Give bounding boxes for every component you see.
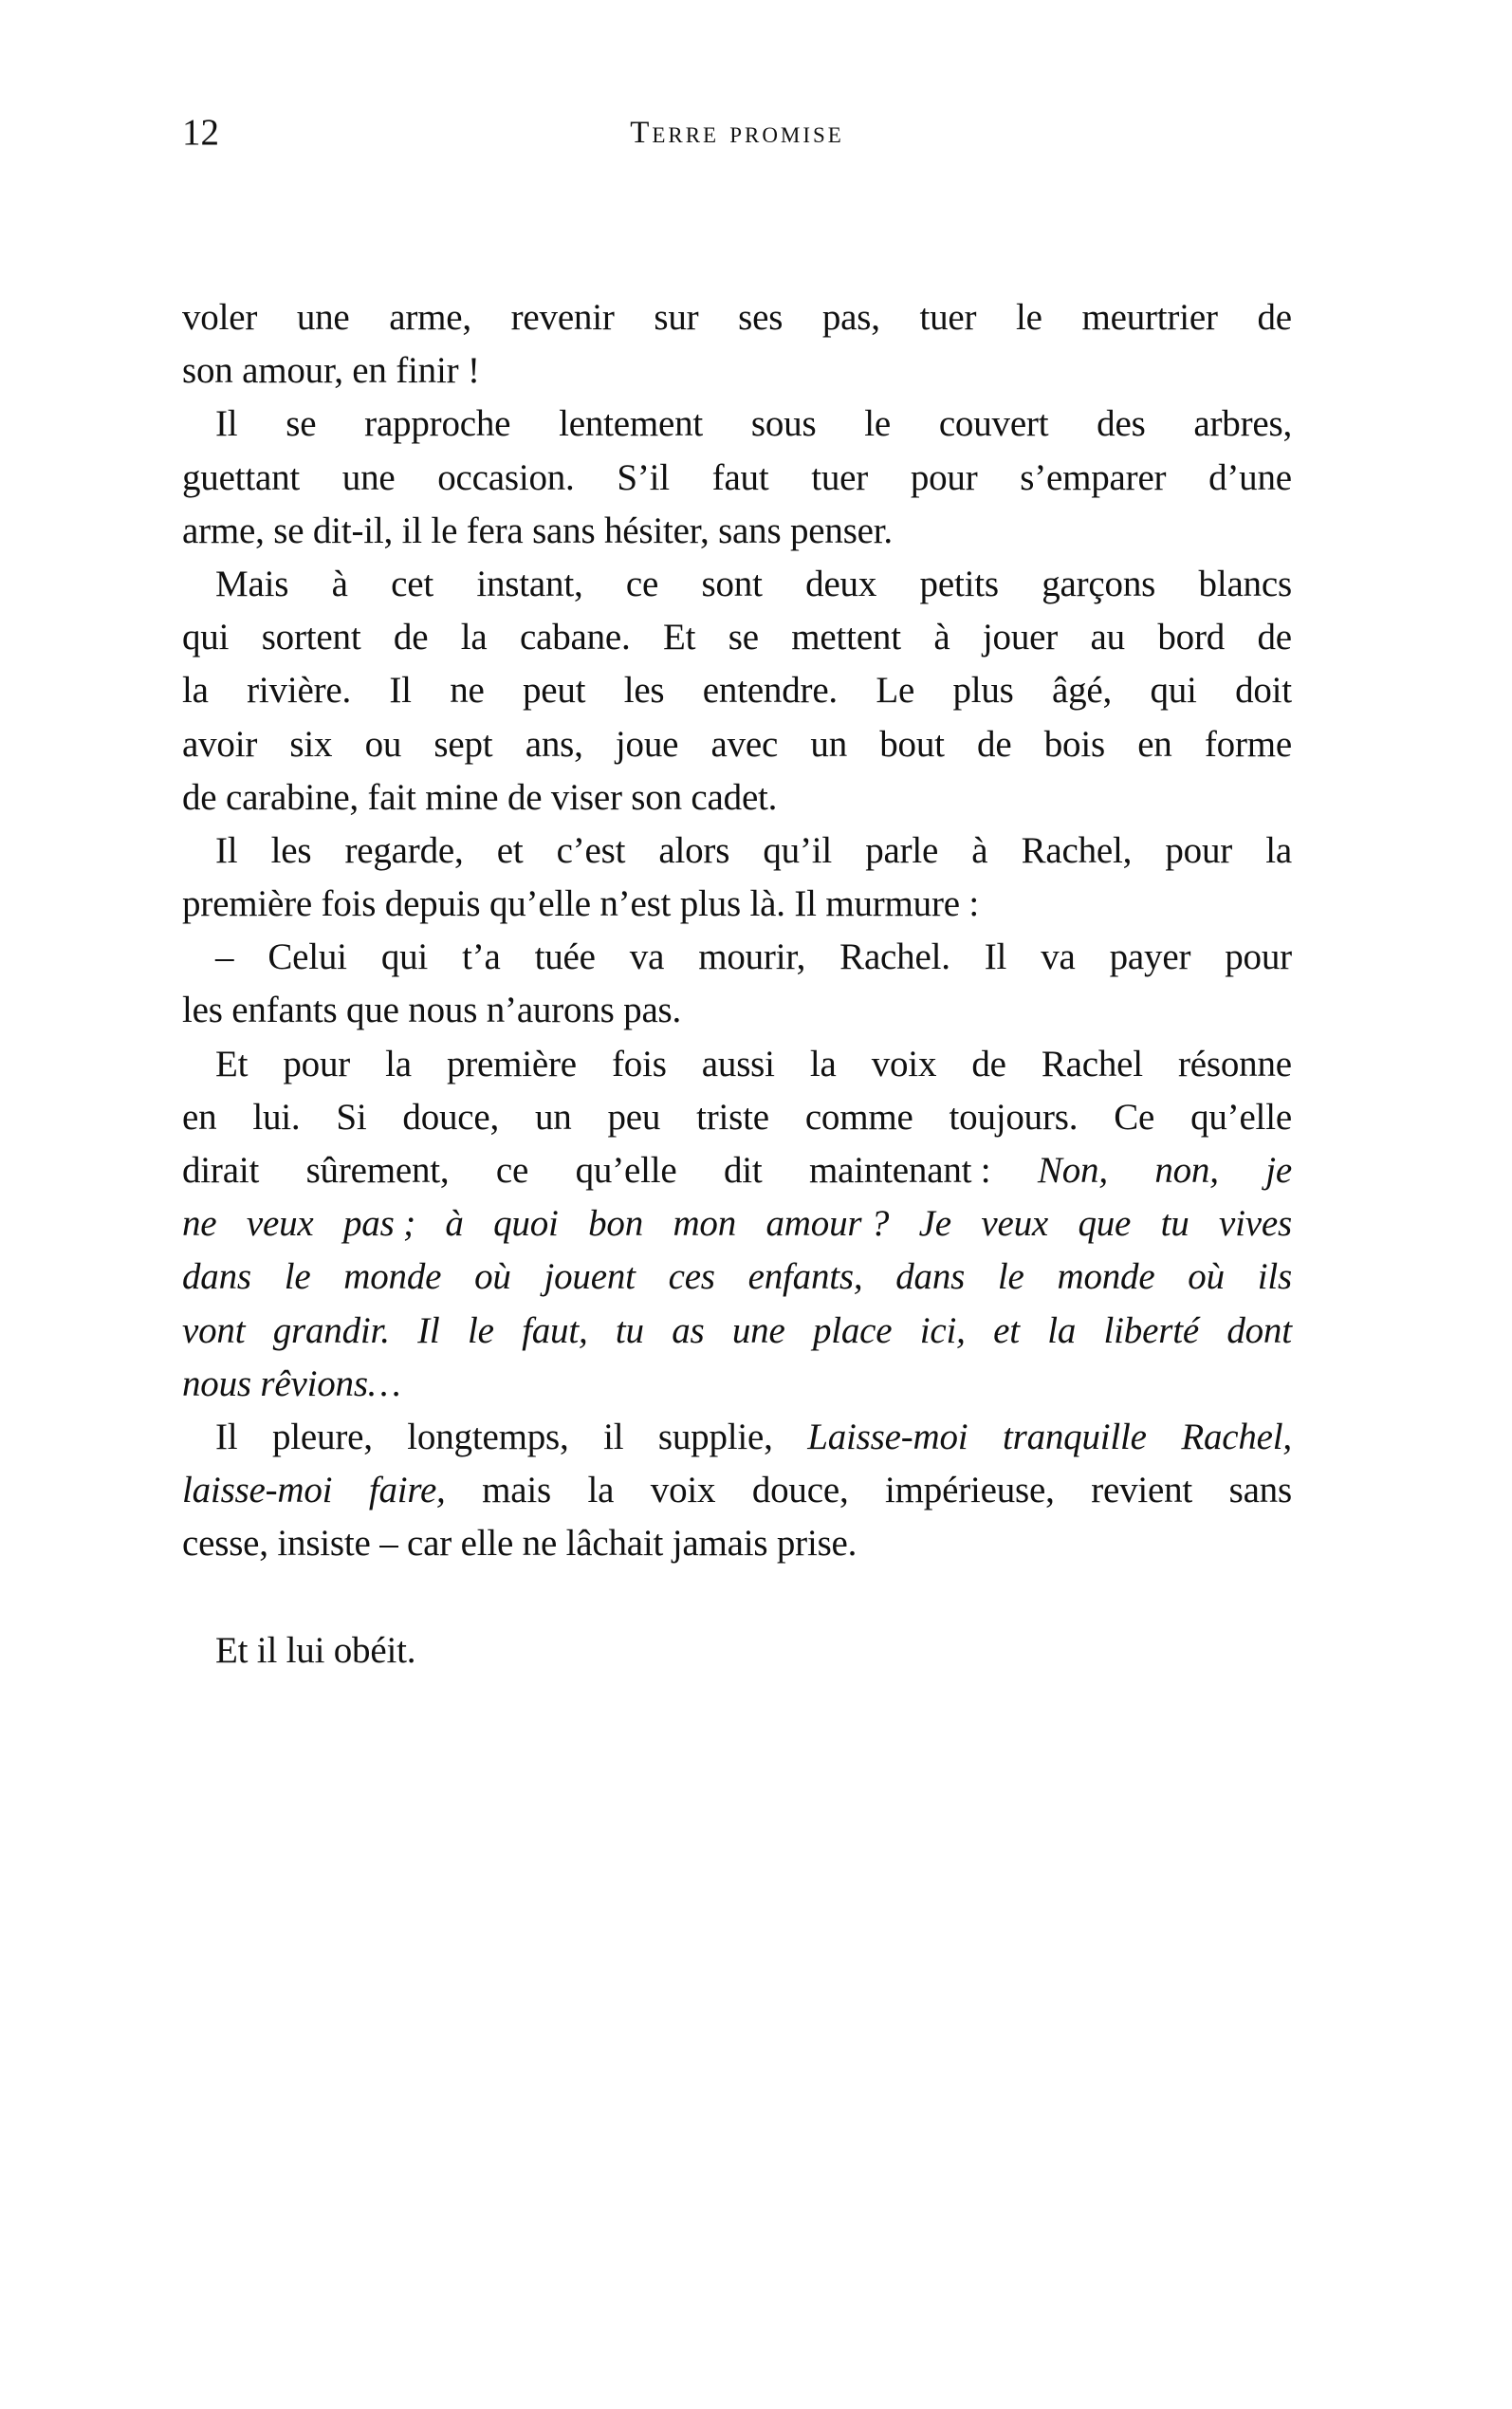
text-word: ces (668, 1256, 715, 1298)
text-word: revenir (510, 297, 615, 338)
text-word: mourir, (698, 936, 806, 978)
text-word: bord (1157, 617, 1226, 658)
text-word: bois (1043, 723, 1105, 765)
text-word: première (446, 1043, 577, 1084)
text-word: il (603, 1416, 624, 1457)
text-word: le (1016, 297, 1042, 338)
text-word: jouer (982, 617, 1059, 658)
text-word: qu’il (763, 829, 833, 871)
text-word: aussi (701, 1043, 775, 1084)
text-word: pour (910, 456, 978, 498)
text-word: toujours. (949, 1096, 1079, 1138)
text-word: meurtrier (1081, 297, 1218, 338)
text-word: s’emparer (1020, 456, 1167, 498)
text-word: sont (701, 563, 763, 604)
text-word: ne (182, 1203, 217, 1245)
text-word: plus (952, 670, 1014, 712)
text-word: une (296, 297, 350, 338)
text-line (182, 718, 1292, 771)
text-segment: les enfants que nous n’aurons pas. (182, 990, 682, 1031)
text-word: pleure, (271, 1416, 373, 1457)
text-line (182, 1464, 1292, 1517)
text-word: qui (182, 617, 230, 658)
text-word: ans, (525, 723, 583, 765)
text-word: blancs (1198, 563, 1292, 604)
text-word: peut (522, 670, 586, 712)
text-word: S’il (617, 456, 670, 498)
text-word: enfants, (747, 1256, 863, 1298)
text-word: jouent (544, 1256, 636, 1298)
text-segment: première fois depuis qu’elle n’est plus là. Il murmure : (182, 883, 980, 925)
text-word: cet (391, 563, 433, 604)
text-word: non, (1154, 1150, 1219, 1191)
text-word: Si (336, 1096, 367, 1138)
text-word: qu’elle (575, 1150, 677, 1191)
text-word: – (215, 936, 234, 978)
text-word: la (182, 670, 209, 712)
text-word: doit (1235, 670, 1292, 712)
text-word: où (474, 1256, 511, 1298)
text-word: joue (615, 723, 679, 765)
text-word: payer (1109, 936, 1191, 978)
body-text (182, 291, 1292, 1677)
text-word: mais (482, 1470, 551, 1511)
page-number: 12 (182, 112, 219, 153)
text-word: liberté (1103, 1309, 1199, 1351)
text-word: à (331, 563, 348, 604)
text-word: Il (215, 829, 238, 871)
text-word: Rachel. (839, 936, 950, 978)
text-word: qu’elle (1190, 1096, 1292, 1138)
text-word: sept (433, 723, 493, 765)
text-word: lui. (252, 1096, 301, 1138)
text-word: avoir (182, 723, 258, 765)
text-word: se (728, 617, 759, 658)
text-line (215, 398, 1292, 451)
text-word: quoi (493, 1203, 559, 1245)
text-line (182, 1358, 1292, 1411)
text-word: le (467, 1309, 494, 1351)
text-word: garçons (1042, 563, 1156, 604)
text-line (215, 558, 1292, 611)
text-word: Il (389, 670, 412, 712)
text-word: rapproche (364, 403, 511, 445)
text-word: entendre. (702, 670, 838, 712)
text-word: Rachel (1041, 1043, 1143, 1084)
text-word: tu (1160, 1203, 1189, 1245)
text-word: à (933, 617, 950, 658)
text-word: douce, (751, 1470, 849, 1511)
text-word: une (731, 1309, 785, 1351)
text-word: place (812, 1309, 893, 1351)
text-word: instant, (476, 563, 583, 604)
text-word: le (284, 1256, 311, 1298)
text-word: Laisse-moi (807, 1416, 968, 1457)
text-line (182, 878, 1292, 931)
text-word: les (270, 829, 312, 871)
text-word: Il (984, 936, 1007, 978)
text-word: voler (182, 297, 258, 338)
text-line (182, 1197, 1292, 1251)
text-word: avec (710, 723, 779, 765)
text-word: c’est (556, 829, 626, 871)
text-word: ils (1257, 1256, 1292, 1298)
text-line (182, 611, 1292, 664)
text-word: en (1137, 723, 1172, 765)
text-word: le (997, 1256, 1024, 1298)
text-word: la (809, 1043, 837, 1084)
text-word: et (993, 1309, 1020, 1351)
text-line (182, 1517, 1292, 1570)
text-line (182, 1251, 1292, 1304)
text-word: la (385, 1043, 412, 1084)
text-word: guettant (182, 456, 301, 498)
text-word: la (460, 617, 488, 658)
text-word: maintenant : (808, 1150, 991, 1191)
text-segment: son amour, en finir ! (182, 350, 480, 392)
text-word: pas ; (342, 1203, 415, 1245)
text-word: les (623, 670, 665, 712)
text-word: dit (723, 1150, 763, 1191)
text-line (182, 664, 1292, 717)
text-word: qui (1150, 670, 1197, 712)
text-word: voix (650, 1470, 716, 1511)
text-word: deux (805, 563, 877, 604)
text-word: tranquille (1002, 1416, 1147, 1457)
text-word: des (1097, 403, 1146, 445)
text-word: vives (1219, 1203, 1292, 1245)
text-word: dans (895, 1256, 966, 1298)
text-word: Il (215, 403, 238, 445)
text-word: revient (1091, 1470, 1193, 1511)
text-word: Ce (1114, 1096, 1155, 1138)
text-word: mettent (791, 617, 901, 658)
text-word: tuée (534, 936, 596, 978)
text-word: Celui (267, 936, 347, 978)
text-line (182, 984, 1292, 1037)
text-word: douce, (402, 1096, 500, 1138)
text-line (182, 1144, 1292, 1197)
text-word: triste (696, 1096, 769, 1138)
text-line (182, 505, 1292, 558)
text-word: amour ? (765, 1203, 890, 1245)
blank-line (182, 1571, 1292, 1624)
text-word: veux (246, 1203, 314, 1245)
text-word: as (672, 1309, 705, 1351)
text-word: dans (182, 1256, 251, 1298)
text-word: sous (750, 403, 817, 445)
text-word: pas, (821, 297, 880, 338)
text-word: mon (673, 1203, 737, 1245)
text-segment: arme, se dit-il, il le fera sans hésiter, sans penser. (182, 510, 893, 551)
text-word: à (445, 1203, 464, 1245)
text-word: un (534, 1096, 572, 1138)
text-word: veux (981, 1203, 1048, 1245)
text-word: faut (711, 456, 769, 498)
text-word: et (496, 829, 524, 871)
text-word: la (1047, 1309, 1077, 1351)
text-word: où (1188, 1256, 1225, 1298)
text-word: six (289, 723, 333, 765)
text-word: ce (625, 563, 659, 604)
text-word: regarde, (344, 829, 464, 871)
text-line (215, 825, 1292, 878)
text-word: monde (343, 1256, 442, 1298)
text-word: se (286, 403, 317, 445)
text-word: Le (876, 670, 915, 712)
text-line (182, 1305, 1292, 1358)
text-word: tu (615, 1309, 644, 1351)
text-word: t’a (462, 936, 501, 978)
text-word: Je (918, 1203, 951, 1245)
text-word: de (1257, 617, 1292, 658)
text-segment: cesse, insiste – car elle ne lâchait jamais prise. (182, 1523, 857, 1565)
text-word: âgé, (1052, 670, 1113, 712)
text-word: grandir. (272, 1309, 390, 1351)
text-line (182, 344, 1292, 398)
text-word: Il (417, 1309, 440, 1351)
text-word: ce (495, 1150, 529, 1191)
text-word: à (971, 829, 988, 871)
text-line (182, 771, 1292, 825)
text-word: supplie, (657, 1416, 773, 1457)
text-word: voix (871, 1043, 937, 1084)
text-segment: nous rêvions… (182, 1362, 401, 1404)
text-word: de (971, 1043, 1006, 1084)
text-word: au (1090, 617, 1125, 658)
text-line (182, 291, 1292, 344)
text-word: impérieuse, (885, 1470, 1055, 1511)
text-word: forme (1204, 723, 1292, 765)
text-word: qui (380, 936, 429, 978)
text-word: de (1257, 297, 1292, 338)
text-word: couvert (938, 403, 1049, 445)
text-line (215, 1038, 1292, 1091)
text-word: dirait (182, 1150, 260, 1191)
page-header (182, 106, 1292, 159)
text-word: faire, (368, 1470, 446, 1511)
text-word: je (1265, 1150, 1292, 1191)
text-line (215, 931, 1292, 984)
text-word: vont (182, 1309, 246, 1351)
text-word: tuer (919, 297, 977, 338)
text-word: fois (612, 1043, 667, 1084)
text-word: sur (654, 297, 699, 338)
text-word: sans (1228, 1470, 1292, 1511)
running-title: Terre promise (630, 116, 844, 150)
text-word: laisse-moi (182, 1470, 333, 1511)
text-word: Mais (215, 563, 289, 604)
text-word: de (393, 617, 429, 658)
text-word: ne (450, 670, 485, 712)
text-word: Et (663, 617, 696, 658)
text-line (215, 1411, 1292, 1464)
text-word: Rachel, (1021, 829, 1133, 871)
text-word: résonne (1178, 1043, 1292, 1084)
text-word: de (977, 723, 1012, 765)
text-word: ses (738, 297, 784, 338)
text-word: tuer (811, 456, 869, 498)
text-line (182, 1091, 1292, 1144)
text-segment: de carabine, fait mine de viser son cadet. (182, 776, 778, 818)
text-word: Rachel, (1181, 1416, 1292, 1457)
text-word: arme, (389, 297, 471, 338)
text-word: sortent (261, 617, 361, 658)
text-word: un (810, 723, 847, 765)
text-word: la (587, 1470, 615, 1511)
text-word: arbres, (1193, 403, 1292, 445)
text-word: Il (215, 1416, 238, 1457)
text-word: Et (215, 1043, 249, 1084)
text-word: lentement (559, 403, 704, 445)
text-word: faut, (522, 1309, 588, 1351)
text-word: en (182, 1096, 217, 1138)
text-word: Non, (1037, 1150, 1108, 1191)
text-word: sûrement, (305, 1150, 450, 1191)
text-word: va (629, 936, 665, 978)
text-line (182, 452, 1292, 505)
text-word: le (864, 403, 891, 445)
text-word: pour (1225, 936, 1292, 978)
text-word: rivière. (247, 670, 352, 712)
text-word: bout (879, 723, 945, 765)
text-word: petits (919, 563, 999, 604)
text-segment: Et il lui obéit. (215, 1629, 416, 1671)
text-word: pour (1165, 829, 1233, 871)
text-word: dont (1226, 1309, 1292, 1351)
text-word: ici, (919, 1309, 966, 1351)
text-word: la (1265, 829, 1292, 871)
text-word: alors (658, 829, 730, 871)
text-word: d’une (1208, 456, 1292, 498)
text-line (215, 1624, 1292, 1677)
text-word: ou (364, 723, 402, 765)
text-word: peu (607, 1096, 661, 1138)
text-word: bon (588, 1203, 644, 1245)
text-word: occasion. (437, 456, 575, 498)
text-word: une (341, 456, 396, 498)
text-word: parle (865, 829, 939, 871)
text-word: monde (1057, 1256, 1155, 1298)
text-word: comme (804, 1096, 913, 1138)
text-word: cabane. (519, 617, 631, 658)
text-word: que (1078, 1203, 1132, 1245)
text-word: longtemps, (407, 1416, 569, 1457)
text-word: va (1041, 936, 1076, 978)
text-word: pour (283, 1043, 351, 1084)
